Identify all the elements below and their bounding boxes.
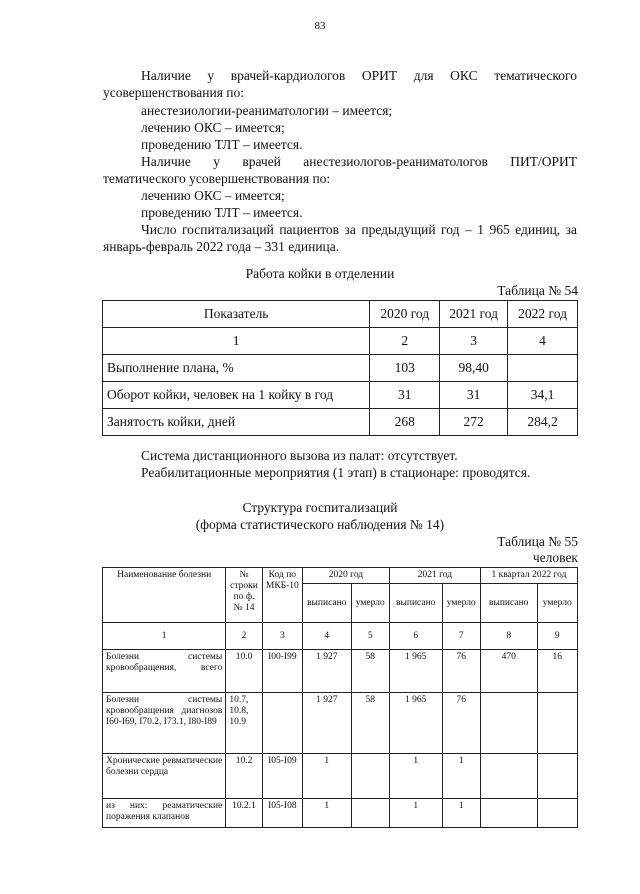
number-cell: 3	[440, 328, 508, 355]
table-cell: 1	[442, 754, 480, 799]
table-cell: 268	[370, 409, 440, 436]
table-cell: 470	[480, 650, 537, 693]
table-row	[103, 355, 578, 382]
header-cell: 2021 год	[389, 568, 480, 584]
table-cell: 284,2	[508, 409, 578, 436]
number-cell: 8	[480, 623, 537, 650]
table-cell: 10.2.1	[226, 799, 262, 828]
table-cell	[537, 799, 578, 828]
table-cell: 58	[351, 650, 389, 693]
hospitalization-structure-table	[102, 567, 578, 828]
table55-label: Таблица № 55	[497, 534, 578, 549]
table-number-row	[103, 328, 578, 355]
header-cell: 2020 год	[303, 568, 390, 584]
table-cell: 1 965	[389, 693, 442, 754]
header-cell: выписано	[389, 584, 442, 623]
number-cell: 1	[103, 328, 370, 355]
header-cell: Наименование болезни	[103, 568, 226, 623]
header-cell: 2021 год	[440, 301, 508, 328]
table-cell: 1	[442, 799, 480, 828]
header-cell: Показатель	[103, 301, 370, 328]
table-cell: Хронические ревматические болезни сердца	[103, 754, 226, 799]
table55-unit: человек	[532, 550, 578, 565]
number-cell: 6	[389, 623, 442, 650]
table-cell: 58	[351, 693, 389, 754]
number-cell: 2	[226, 623, 262, 650]
table-cell: 31	[440, 382, 508, 409]
table54-label: Таблица № 54	[497, 283, 578, 298]
list-item: лечению ОКС – имеется;	[141, 120, 285, 135]
table-cell: 10.0	[226, 650, 262, 693]
table-cell	[262, 693, 302, 754]
table55-heading: Структура госпитализаций	[242, 500, 398, 515]
table-cell: 1	[303, 754, 352, 799]
table54-heading: Работа койки в отделении	[245, 266, 395, 281]
list-item: анестезиологии-реаниматологии – имеется;	[141, 103, 393, 118]
table-cell: 1 965	[389, 650, 442, 693]
table-cell: 1	[389, 799, 442, 828]
table-cell: 76	[442, 650, 480, 693]
table-cell: Занятость койки, дней	[103, 409, 370, 436]
number-cell: 7	[442, 623, 480, 650]
rehab-line: Реабилитационные мероприятия (1 этап) в стационаре: проводятся.	[141, 465, 531, 480]
number-cell: 4	[303, 623, 352, 650]
header-cell: 2022 год	[508, 301, 578, 328]
header-cell: 2020 год	[370, 301, 440, 328]
header-cell: умерло	[351, 584, 389, 623]
paragraph-hospitalizations: Число госпитализаций пациентов за предыдущий год – 1 965 единиц, за январь-февраль 2022 года – 331 единица.	[103, 222, 577, 254]
list-item: проведению ТЛТ – имеется.	[141, 205, 303, 220]
table-cell	[537, 693, 578, 754]
table-cell: I05-I08	[262, 799, 302, 828]
table-cell: I05-I09	[262, 754, 302, 799]
table-cell: Выполнение плана, %	[103, 355, 370, 382]
table-cell: I00-I99	[262, 650, 302, 693]
table-cell: из них: реаматические поражения клапанов	[103, 799, 226, 828]
table-cell: 1 927	[303, 650, 352, 693]
table-cell: 272	[440, 409, 508, 436]
page-number: 83	[314, 20, 326, 32]
table55-subheading: (форма статистического наблюдения № 14)	[195, 517, 445, 532]
table-cell: Оборот койки, человек на 1 койку в год	[103, 382, 370, 409]
table-header-row	[103, 301, 578, 328]
number-cell: 5	[351, 623, 389, 650]
header-cell: умерло	[442, 584, 480, 623]
table-cell: Болезни системы кровообращения, всего	[103, 650, 226, 693]
table-cell: 98,40	[440, 355, 508, 382]
table-cell: 103	[370, 355, 440, 382]
table-row	[103, 693, 578, 754]
number-cell: 3	[262, 623, 302, 650]
header-cell: выписано	[480, 584, 537, 623]
number-cell: 9	[537, 623, 578, 650]
header-cell: Код по МКБ-10	[262, 568, 302, 623]
table-cell	[480, 799, 537, 828]
bed-work-table	[102, 300, 578, 436]
table-number-row	[103, 623, 578, 650]
list-item: проведению ТЛТ – имеется.	[141, 137, 303, 152]
table-cell	[480, 754, 537, 799]
remote-call-line: Система дистанционного вызова из палат: отсутствует.	[141, 448, 458, 463]
paragraph-orit-cardiologists: Наличие у врачей-кардиологов ОРИТ для ОКС тематического усовершенствования по:	[103, 68, 577, 100]
table-cell: 10.2	[226, 754, 262, 799]
number-cell: 1	[103, 623, 226, 650]
table-cell: 31	[370, 382, 440, 409]
table-cell	[537, 754, 578, 799]
table-header-row	[103, 568, 578, 584]
table-cell	[508, 355, 578, 382]
table-cell: 1	[303, 799, 352, 828]
table-row	[103, 799, 578, 828]
header-cell: 1 квартал 2022 год	[480, 568, 577, 584]
number-cell: 2	[370, 328, 440, 355]
table-row	[103, 650, 578, 693]
header-cell: № строки по ф. № 14	[226, 568, 262, 623]
list-item: лечению ОКС – имеется;	[141, 188, 285, 203]
table-cell: Болезни системы кровообращения диагнозов I60-I69, I70.2, I73.1, I80-I89	[103, 693, 226, 754]
header-cell: выписано	[303, 584, 352, 623]
table-cell	[351, 754, 389, 799]
table-cell: 1 927	[303, 693, 352, 754]
table-row	[103, 409, 578, 436]
table-cell: 16	[537, 650, 578, 693]
paragraph-anesthesiologists: Наличие у врачей анестезиологов-реаниматологов ПИТ/ОРИТ тематического усовершенствования по:	[103, 154, 577, 186]
table-cell: 1	[389, 754, 442, 799]
header-cell: умерло	[537, 584, 578, 623]
number-cell: 4	[508, 328, 578, 355]
table-cell: 76	[442, 693, 480, 754]
table-cell	[351, 799, 389, 828]
table-cell: 10.7, 10.8, 10.9	[226, 693, 262, 754]
table-row	[103, 754, 578, 799]
table-cell: 34,1	[508, 382, 578, 409]
table-row	[103, 382, 578, 409]
table-cell	[480, 693, 537, 754]
